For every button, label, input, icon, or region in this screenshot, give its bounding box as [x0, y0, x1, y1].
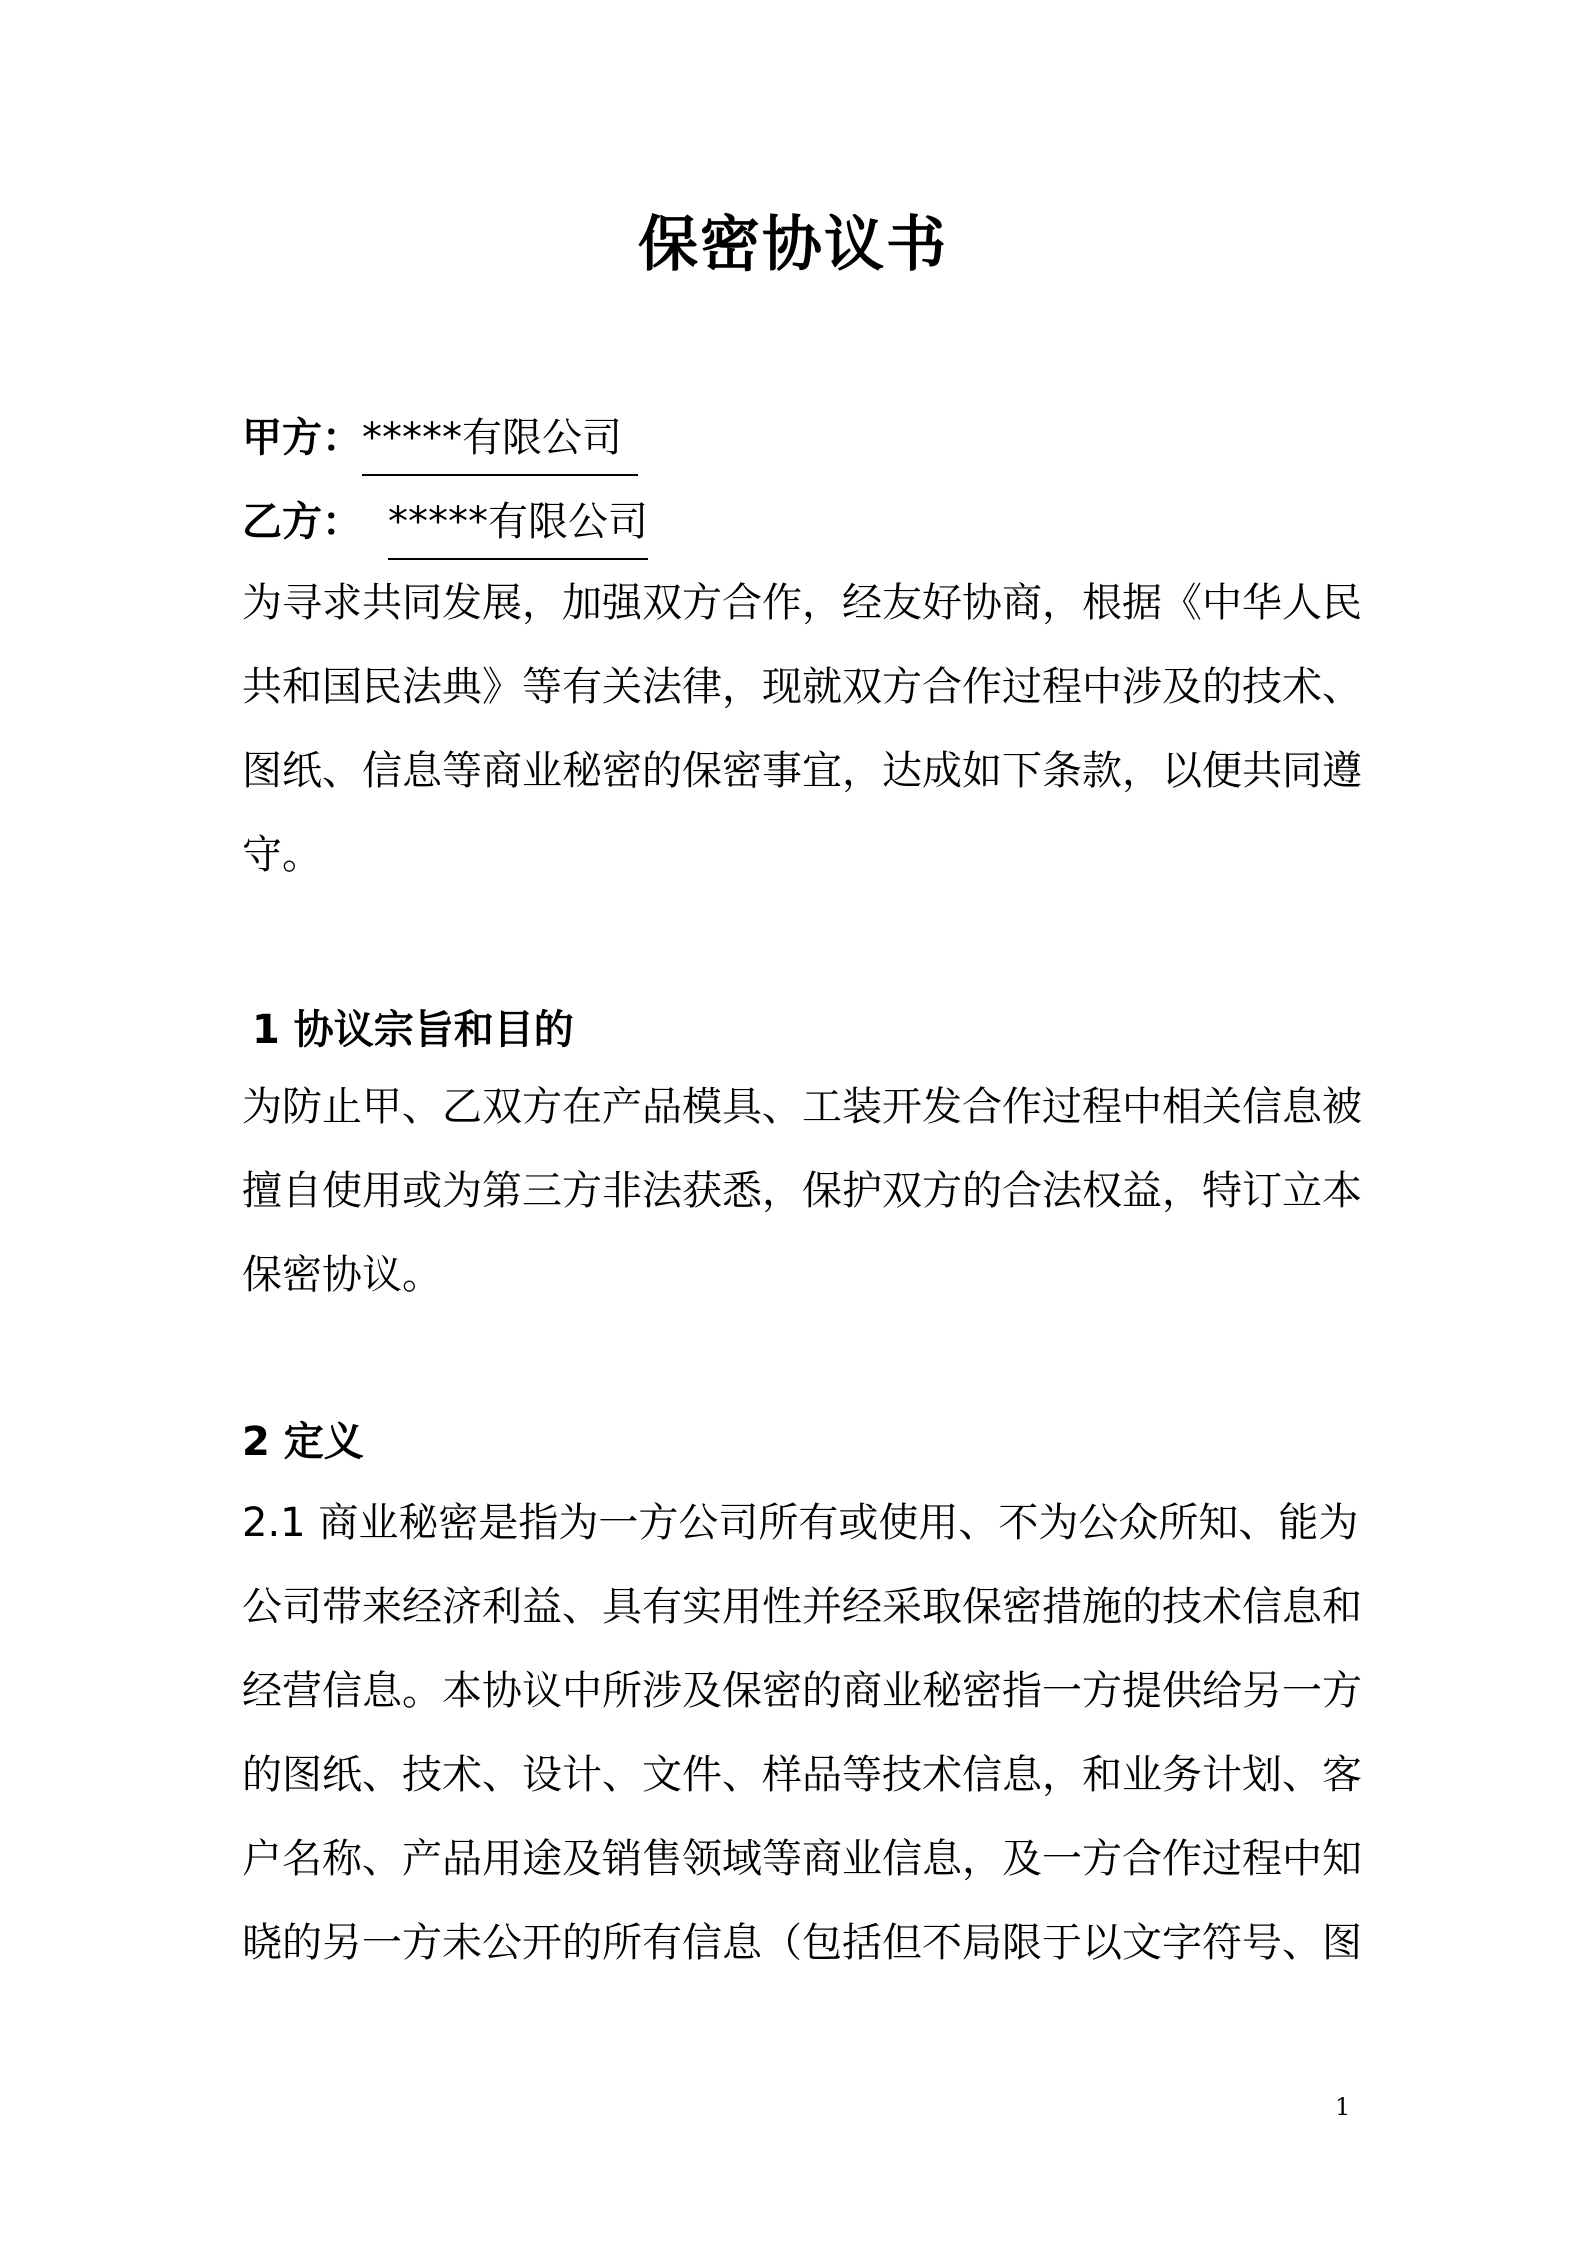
section-2-line: 2.1 商业秘密是指为一方公司所有或使用、不为公众所知、能为	[242, 1500, 1359, 1546]
section-1-line: 为防止甲、乙双方在产品模具、工装开发合作过程中相关信息被	[242, 1084, 1362, 1130]
party-b-value: *****有限公司	[388, 492, 648, 560]
section-2-line: 晓的另一方未公开的所有信息（包括但不局限于以文字符号、图	[242, 1920, 1362, 1966]
section-2-line: 户名称、产品用途及销售领域等商业信息，及一方合作过程中知	[242, 1836, 1362, 1882]
page-number: 1	[1335, 2093, 1351, 2121]
section-1-line: 保密协议。	[242, 1252, 442, 1298]
preamble-line: 守。	[242, 832, 322, 878]
party-a-value: *****有限公司	[362, 408, 638, 476]
section-2-line: 公司带来经济利益、具有实用性并经采取保密措施的技术信息和	[242, 1584, 1362, 1630]
preamble-line: 共和国民法典》等有关法律，现就双方合作过程中涉及的技术、	[242, 664, 1362, 710]
section-1-heading: 1 协议宗旨和目的	[252, 1007, 574, 1053]
section-2-line: 经营信息。本协议中所涉及保密的商业秘密指一方提供给另一方	[242, 1668, 1362, 1714]
party-b-label: 乙方：	[242, 499, 362, 545]
preamble-line: 为寻求共同发展，加强双方合作，经友好协商，根据《中华人民	[242, 580, 1362, 626]
party-b-line	[242, 492, 648, 560]
preamble-line: 图纸、信息等商业秘密的保密事宜，达成如下条款，以便共同遵	[242, 748, 1362, 794]
party-a-label: 甲方：	[242, 415, 362, 461]
party-a-line	[242, 408, 638, 476]
section-2-heading: 2 定义	[242, 1419, 364, 1465]
section-1-line: 擅自使用或为第三方非法获悉，保护双方的合法权益，特订立本	[242, 1168, 1362, 1214]
document-title: 保密协议书	[638, 210, 948, 280]
section-2-line: 的图纸、技术、设计、文件、样品等技术信息，和业务计划、客	[242, 1752, 1362, 1798]
